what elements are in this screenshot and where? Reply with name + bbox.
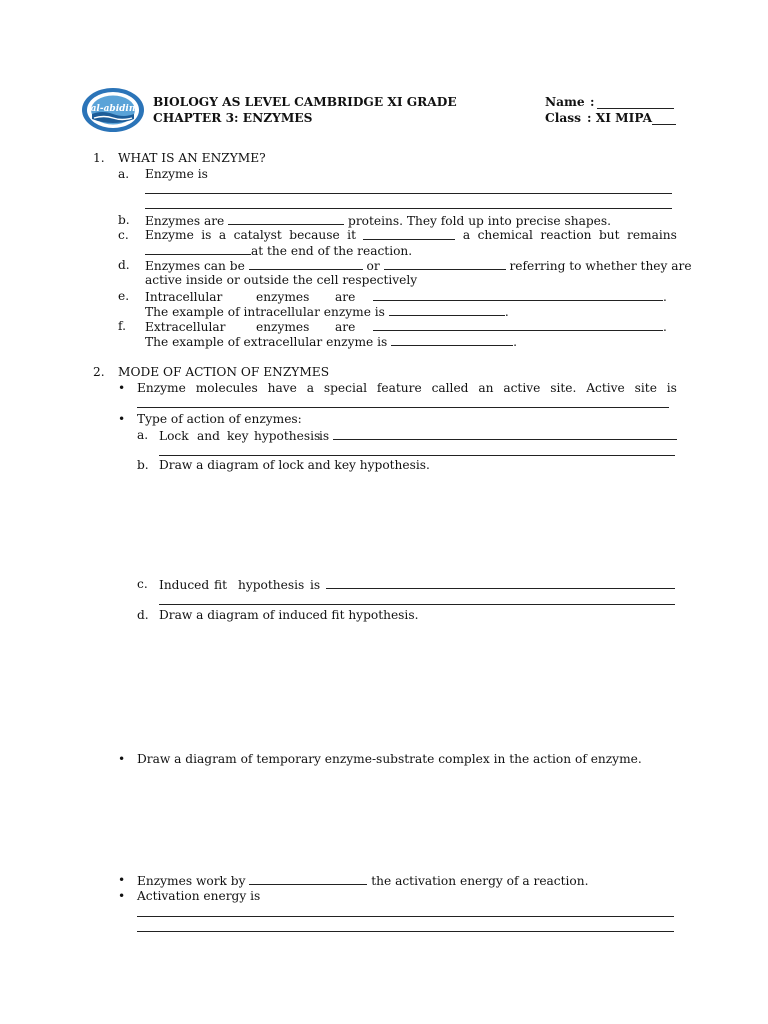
item-2a-answer-line-2[interactable] xyxy=(159,455,675,456)
word: Induced xyxy=(159,578,210,592)
word: are xyxy=(335,320,356,334)
word: active xyxy=(503,381,541,395)
word: feature xyxy=(376,381,422,395)
item-2c-marker: c. xyxy=(137,577,148,591)
bullet-icon: • xyxy=(118,381,126,395)
word: have xyxy=(267,381,297,395)
section-1-title: WHAT IS AN ENZYME? xyxy=(118,151,266,165)
item-1a-answer-line-2[interactable] xyxy=(145,208,672,209)
item-1c-line-1 xyxy=(145,228,677,242)
word: it xyxy=(347,228,356,242)
word: are xyxy=(335,290,356,304)
item-2b-marker: b. xyxy=(137,458,149,472)
name-colon: : xyxy=(590,95,595,109)
bullet-1-line-1 xyxy=(137,381,677,395)
item-1c-blank-2[interactable] xyxy=(145,243,251,255)
svg-text:al-abidin: al-abidin xyxy=(90,104,136,114)
enzyme-substrate-complex-drawing-area[interactable] xyxy=(137,772,675,868)
item-1b-marker: b. xyxy=(118,213,130,227)
name-label: Name xyxy=(545,95,585,109)
word: is xyxy=(666,381,677,395)
bullet-1-answer-line[interactable] xyxy=(137,407,669,408)
item-1e-line-2 xyxy=(145,304,509,319)
word: Extracellular xyxy=(145,320,226,334)
item-1d-line-2: active inside or outside the cell respectively xyxy=(145,273,418,287)
item-1c-marker: c. xyxy=(118,228,129,242)
item-1d-line-1 xyxy=(145,258,692,273)
word: a xyxy=(306,381,314,395)
word: site xyxy=(634,381,657,395)
item-1a-answer-line-1[interactable] xyxy=(145,193,672,194)
word: special xyxy=(323,381,368,395)
bullet-4-post: the activation energy of a reaction. xyxy=(371,874,589,888)
word: called xyxy=(431,381,469,395)
word: Lock xyxy=(159,429,189,443)
word: Enzyme xyxy=(145,228,194,242)
lock-and-key-drawing-area[interactable] xyxy=(159,478,675,568)
class-value: : XI MIPA xyxy=(587,111,653,125)
word: Active xyxy=(586,381,625,395)
item-1f-marker: f. xyxy=(118,319,126,333)
item-1a-text: Enzyme is xyxy=(145,167,208,181)
bullet-icon: • xyxy=(118,889,126,903)
word: Enzyme xyxy=(137,381,186,395)
item-1b-post: proteins. They fold up into precise shapes. xyxy=(348,214,612,228)
item-1b-blank[interactable] xyxy=(228,213,344,225)
item-1f-text-2: The example of extracellular enzyme is xyxy=(145,335,388,349)
item-2c-blank[interactable] xyxy=(326,577,675,589)
word: is xyxy=(201,228,212,242)
chapter-title: CHAPTER 3: ENZYMES xyxy=(153,111,313,125)
item-1d-or: or xyxy=(366,259,380,273)
word: remains xyxy=(627,228,677,242)
item-1e-blank[interactable] xyxy=(373,289,663,301)
word: but xyxy=(598,228,620,242)
class-field-blank[interactable] xyxy=(652,124,676,125)
word: because xyxy=(289,228,340,242)
item-1f-blank[interactable] xyxy=(373,319,663,331)
item-2a-marker: a. xyxy=(137,428,149,442)
item-1b-pre: Enzymes are xyxy=(145,214,225,228)
word: hypothesis xyxy=(254,429,321,443)
item-2d-marker: d. xyxy=(137,608,149,622)
word: chemical xyxy=(477,228,533,242)
word: is xyxy=(310,578,321,592)
section-1-number: 1. xyxy=(93,151,105,165)
word: fit xyxy=(214,578,228,592)
word: is xyxy=(319,429,330,443)
section-2-title: MODE OF ACTION OF ENZYMES xyxy=(118,365,330,379)
item-1e-marker: e. xyxy=(118,289,130,303)
item-1e-line-1 xyxy=(145,289,680,304)
item-1d-blank-1[interactable] xyxy=(249,258,363,270)
item-2b-text: Draw a diagram of lock and key hypothesis. xyxy=(159,458,430,472)
word: an xyxy=(478,381,494,395)
bullet-2-text: Type of action of enzymes: xyxy=(137,412,302,426)
item-2d-text: Draw a diagram of induced fit hypothesis. xyxy=(159,608,419,622)
item-1c-text-2: at the end of the reaction. xyxy=(251,244,413,258)
item-1c-line-2 xyxy=(145,243,412,258)
name-field-blank[interactable] xyxy=(597,108,674,109)
bullet-icon: • xyxy=(118,412,126,426)
item-2a-line-1 xyxy=(159,428,679,443)
item-2c-line-1 xyxy=(159,577,679,592)
activation-energy-answer-line-2[interactable] xyxy=(137,931,674,932)
period: . xyxy=(504,305,509,319)
item-1d-post: referring to whether they are xyxy=(509,259,692,273)
induced-fit-drawing-area[interactable] xyxy=(159,628,675,738)
bullet-4-pre: Enzymes work by xyxy=(137,874,246,888)
bullet-4-blank[interactable] xyxy=(249,873,367,885)
school-logo xyxy=(80,86,146,134)
item-1f-line-1 xyxy=(145,319,680,334)
item-1c-blank-1[interactable] xyxy=(363,228,455,240)
item-1d-marker: d. xyxy=(118,258,130,272)
word: key xyxy=(227,429,249,443)
item-1e-blank-2[interactable] xyxy=(389,304,505,316)
item-1f-line-2 xyxy=(145,334,517,349)
period: . xyxy=(663,290,667,304)
word: a xyxy=(462,228,471,242)
word: and xyxy=(197,429,220,443)
bullet-3-text: Draw a diagram of temporary enzyme-substrate complex in the action of enzyme. xyxy=(137,752,642,766)
word: reaction xyxy=(540,228,592,242)
bullet-5-text: Activation energy is xyxy=(137,889,261,903)
item-1e-text-2: The example of intracellular enzyme is xyxy=(145,305,385,319)
word: enzymes xyxy=(256,290,310,304)
bullet-icon: • xyxy=(118,752,126,766)
item-1b-text xyxy=(145,213,611,228)
bullet-icon: • xyxy=(118,873,126,887)
item-1d-pre: Enzymes can be xyxy=(145,259,245,273)
word: a xyxy=(218,228,227,242)
item-1d-blank-2[interactable] xyxy=(384,258,506,270)
item-1f-blank-2[interactable] xyxy=(391,334,513,346)
period: . xyxy=(513,335,518,349)
section-2-number: 2. xyxy=(93,365,105,379)
period: . xyxy=(663,320,667,334)
item-2c-answer-line-2[interactable] xyxy=(159,604,675,605)
item-1a-marker: a. xyxy=(118,167,130,181)
word: site. xyxy=(550,381,577,395)
word: molecules xyxy=(195,381,258,395)
document-title: BIOLOGY AS LEVEL CAMBRIDGE XI GRADE xyxy=(153,95,457,109)
word: catalyst xyxy=(233,228,282,242)
class-label: Class xyxy=(545,111,581,125)
word: hypothesis xyxy=(238,578,305,592)
bullet-4-line xyxy=(137,873,589,888)
word: enzymes xyxy=(256,320,310,334)
item-2a-blank[interactable] xyxy=(333,428,677,440)
activation-energy-answer-line-1[interactable] xyxy=(137,916,674,917)
word: Intracellular xyxy=(145,290,223,304)
